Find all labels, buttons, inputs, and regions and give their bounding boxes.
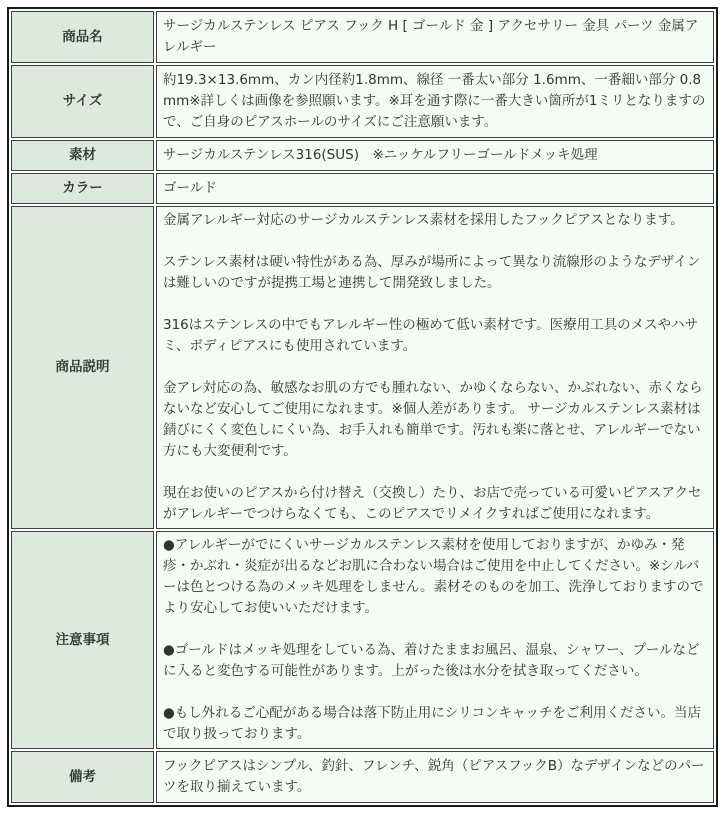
description-paragraph: ステンレス素材は硬い特性がある為、厚みが場所によって異なり流線形のようなデザインは難しいのですが提携工場と連携して開発致しました。 (163, 254, 701, 291)
description-paragraph: 金属アレルギー対応のサージカルステンレス素材を採用したフックピアスとなります。 (163, 212, 684, 228)
row-material (11, 140, 714, 171)
row-label: 商品説明 (11, 206, 154, 529)
row-size (11, 65, 714, 138)
row-value (156, 531, 714, 749)
row-value (156, 206, 714, 529)
row-description (11, 206, 714, 529)
row-product-name (11, 11, 714, 63)
row-label: サイズ (11, 65, 154, 138)
precaution-paragraph: ●ゴールドはメッキ処理をしている為、着けたままお風呂、温泉、シャワー、プールなどに入ると変色する可能性があります。上がった後は水分を拭き取ってください。 (163, 642, 700, 679)
row-label: 素材 (11, 140, 154, 171)
description-paragraph: 金アレ対応の為、敏感なお肌の方でも腫れない、かゆくならない、かぶれない、赤くならないなど安心してご使用になれます。※個人差があります。 サージカルステンレス素材は錆びにくく変色しにくい為、お手入れも簡単です。汚れも楽に落とせ、アレルギーでない方にも大変便利です。 (163, 380, 703, 459)
row-notes (11, 751, 714, 803)
row-value: フックピアスはシンプル、釣針、フレンチ、鋭角（ピアスフックB）なデザインなどのパーツを取り揃えています。 (156, 751, 714, 803)
precaution-paragraph: ●アレルギーがでにくいサージカルステンレス素材を使用しておりますが、かゆみ・発疹・かぶれ・炎症が出るなどお肌に合わない場合はご使用を中止してください。※シルバーは色とつける為のメッキ処理をしません。素材そのものを加工、洗浄しておりますのでより安心してお使いいただけます。 (163, 537, 704, 616)
row-value: 約19.3×13.6mm、カン内径約1.8mm、線径 一番太い部分 1.6mm、一番細い部分 0.8mm※詳しくは画像を参照願います。※耳を通す際に一番大きい箇所が1ミリとなりますので、ご自身のピアスホールのサイズにご注意願います。 (156, 65, 714, 138)
row-label: 備考 (11, 751, 154, 803)
row-value: サージカルステンレス ピアス フック H [ ゴールド 金 ] アクセサリー 金具 パーツ 金属アレルギー (156, 11, 714, 63)
product-spec-table (7, 7, 718, 807)
row-label: 商品名 (11, 11, 154, 63)
description-paragraph: 現在お使いのピアスから付け替え（交換し）たり、お店で売っている可愛いピアスアクセがアレルギーでつけらなくても、このピアスでリメイクすればご使用になれます。 (163, 485, 702, 522)
row-color (11, 173, 714, 204)
row-value: ゴールド (156, 173, 714, 204)
row-precautions (11, 531, 714, 749)
description-paragraph: 316はステンレスの中でもアレルギー性の極めて低い素材です。医療用工具のメスやハサミ、ボディピアスにも使用されています。 (163, 317, 699, 354)
row-label: カラー (11, 173, 154, 204)
row-label: 注意事項 (11, 531, 154, 749)
precaution-paragraph: ●もし外れるご心配がある場合は落下防止用にシリコンキャッチをご利用ください。当店で取り扱っております。 (163, 705, 702, 742)
row-value: サージカルステンレス316(SUS) ※ニッケルフリーゴールドメッキ処理 (156, 140, 714, 171)
